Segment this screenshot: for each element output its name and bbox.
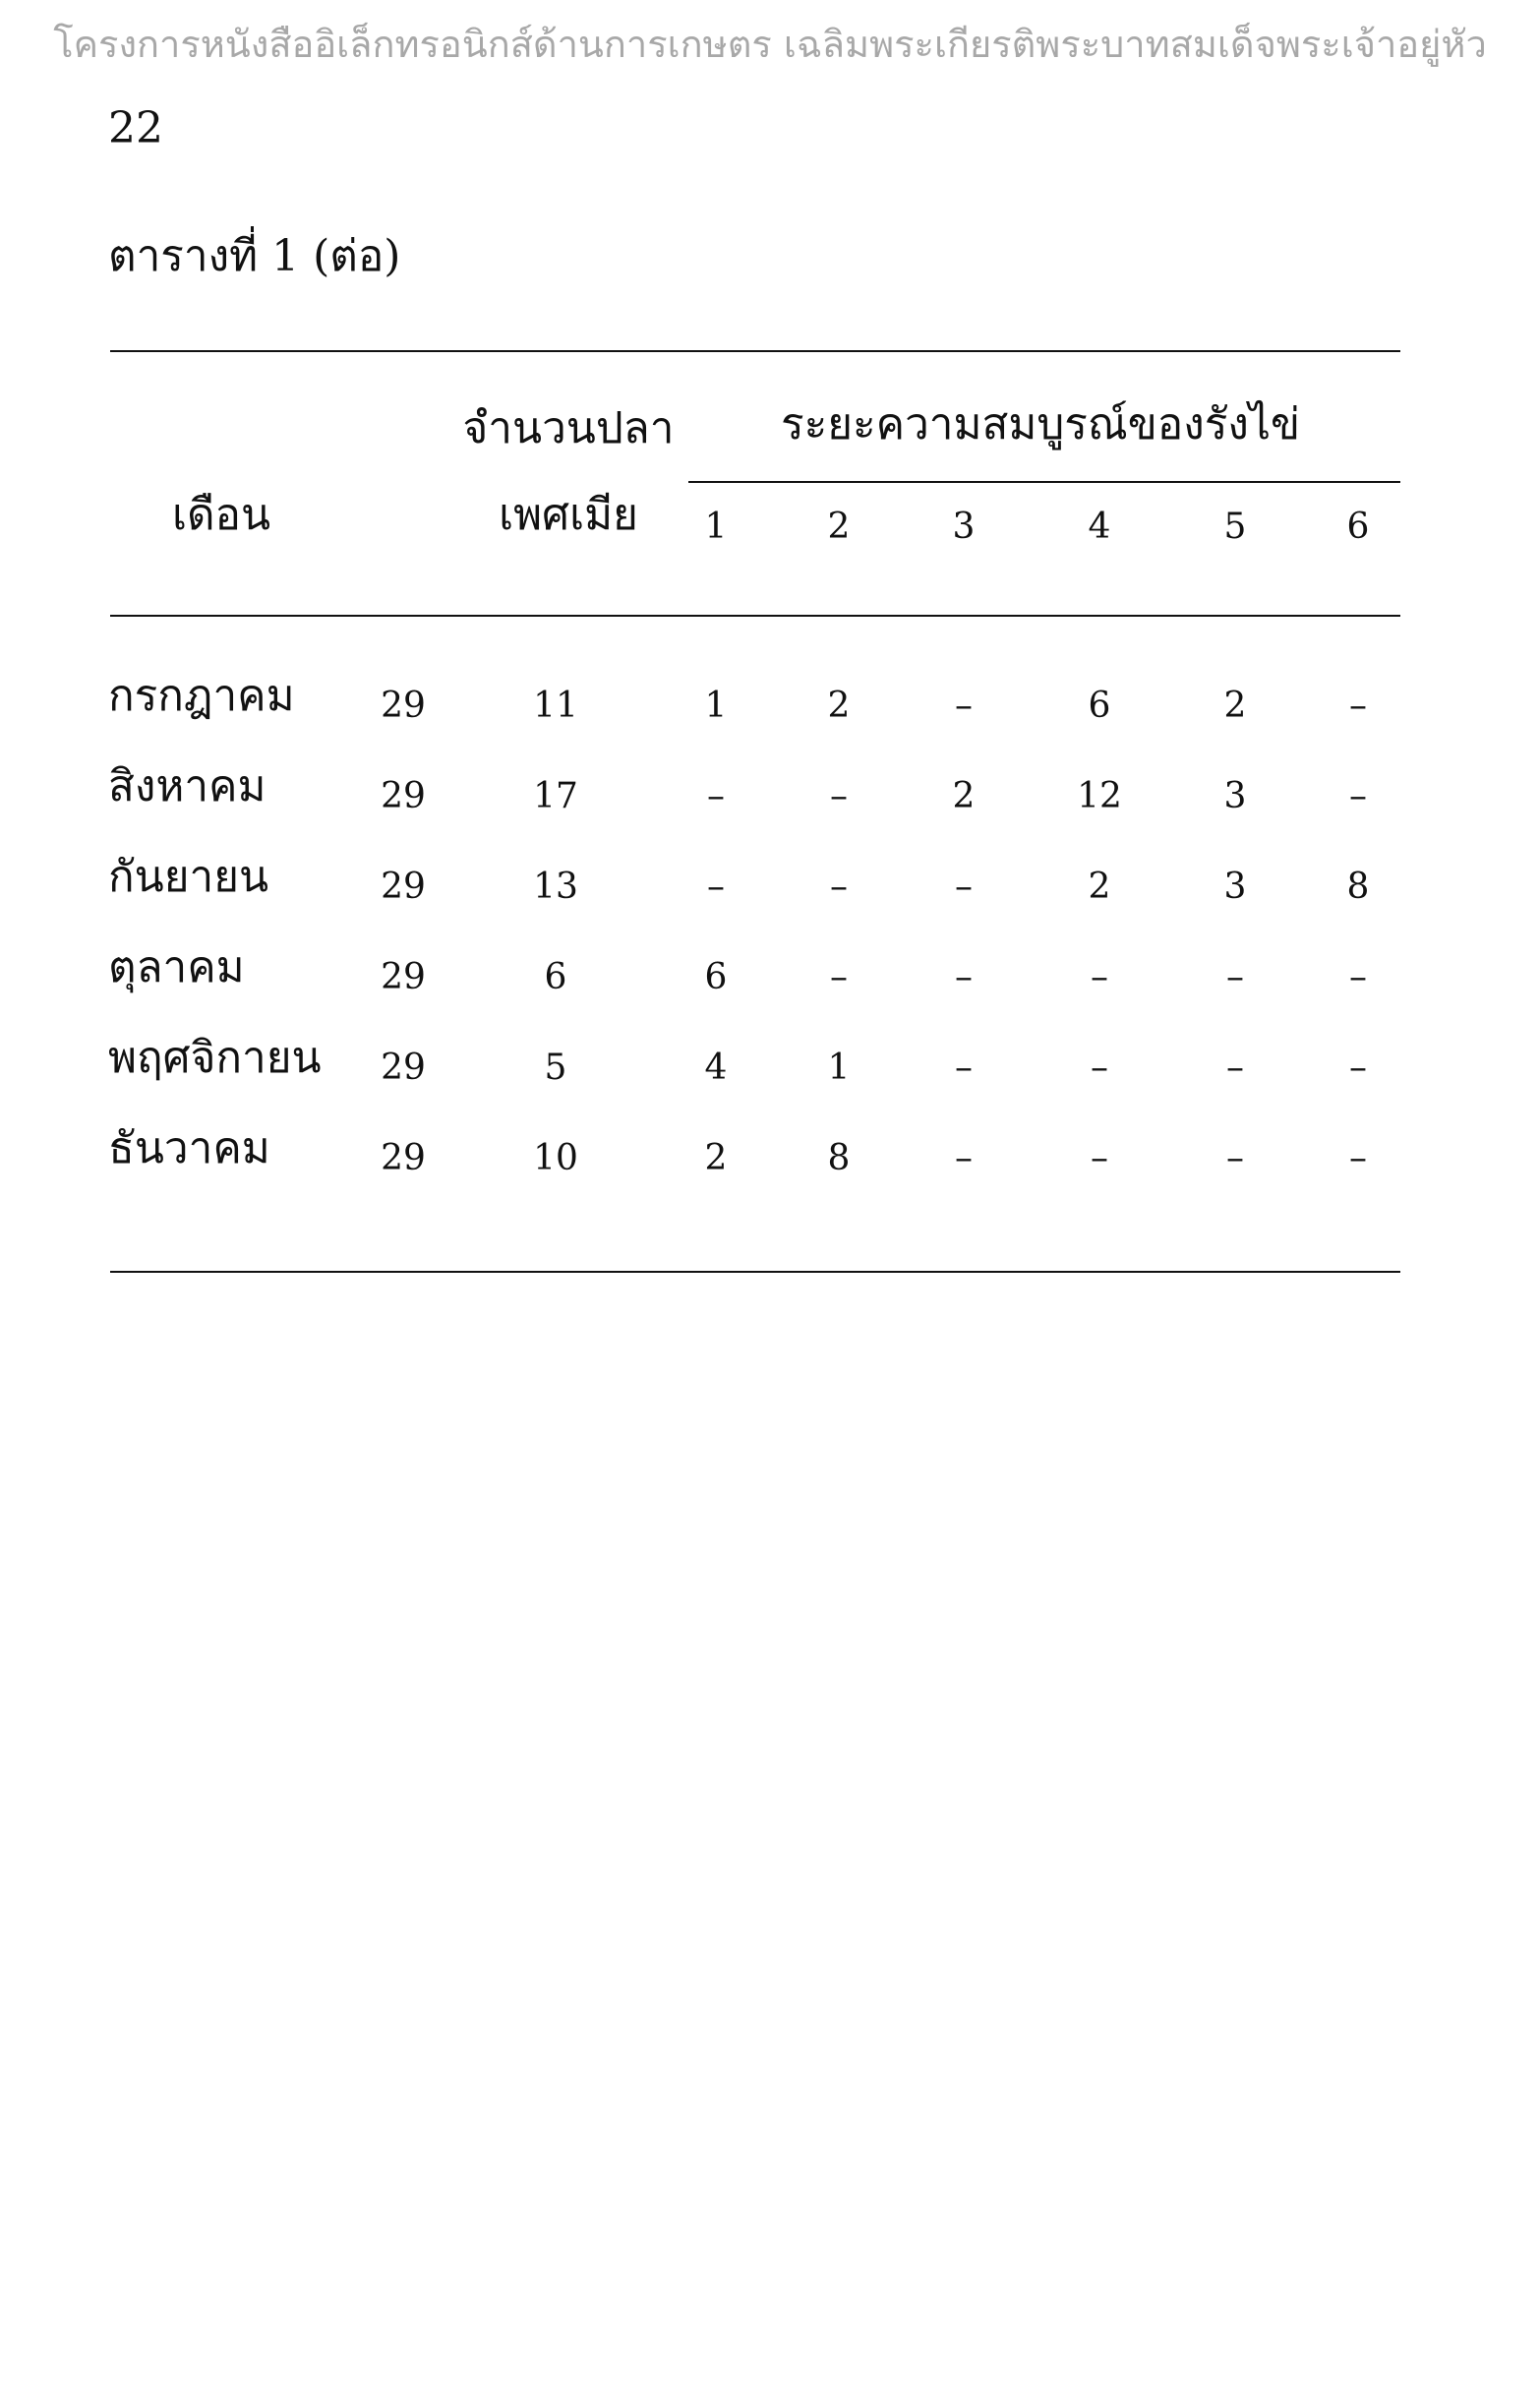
stage-5-cell: –: [1226, 1048, 1244, 1088]
stage-6-cell: –: [1349, 776, 1367, 816]
header-female-fish-line2: เพศเมีย: [499, 490, 638, 540]
stage-1-cell: 6: [704, 957, 728, 997]
stage-5-cell: 3: [1223, 776, 1247, 816]
stage-2-cell: 1: [827, 1048, 851, 1088]
maturity-header-rule: [688, 481, 1400, 483]
header-stage-5: 5: [1223, 507, 1247, 547]
header-female-fish-line1: จำนวนปลา: [462, 403, 675, 453]
stage-4-cell: 6: [1088, 686, 1111, 726]
stage-3-cell: 2: [952, 776, 976, 816]
stage-1-cell: –: [707, 867, 725, 907]
stage-6-cell: –: [1349, 1138, 1367, 1178]
stage-1-cell: 4: [704, 1048, 728, 1088]
stage-2-cell: –: [830, 776, 848, 816]
month-cell: ตุลาคม: [108, 942, 245, 992]
stage-1-cell: –: [707, 776, 725, 816]
stage-3-cell: –: [955, 1048, 973, 1088]
day-cell: 29: [381, 776, 426, 816]
table-header-rule: [110, 615, 1400, 617]
month-cell: สิงหาคม: [108, 761, 267, 811]
count-cell: 17: [533, 776, 578, 816]
stage-5-cell: 2: [1223, 686, 1247, 726]
page-number: 22: [108, 103, 163, 153]
stage-6-cell: –: [1349, 1048, 1367, 1088]
header-stage-4: 4: [1088, 507, 1111, 547]
month-cell: กรกฎาคม: [108, 671, 295, 721]
day-cell: 29: [381, 1048, 426, 1088]
day-cell: 29: [381, 1138, 426, 1178]
stage-5-cell: 3: [1223, 867, 1247, 907]
watermark-text: โครงการหนังสืออิเล็กทรอนิกส์ด้านการเกษตร เฉลิมพระเกียรติพระบาทสมเด็จพระเจ้าอยู่หัว: [53, 23, 1487, 66]
count-cell: 10: [533, 1138, 578, 1178]
stage-6-cell: –: [1349, 686, 1367, 726]
stage-6-cell: –: [1349, 957, 1367, 997]
count-cell: 6: [544, 957, 567, 997]
stage-4-cell: 12: [1077, 776, 1122, 816]
stage-2-cell: 8: [827, 1138, 851, 1178]
stage-2-cell: –: [830, 957, 848, 997]
stage-4-cell: –: [1091, 957, 1108, 997]
stage-2-cell: –: [830, 867, 848, 907]
header-stage-6: 6: [1346, 507, 1370, 547]
stage-1-cell: 1: [704, 686, 728, 726]
day-cell: 29: [381, 957, 426, 997]
count-cell: 5: [544, 1048, 567, 1088]
stage-4-cell: –: [1091, 1138, 1108, 1178]
stage-3-cell: –: [955, 867, 973, 907]
stage-4-cell: –: [1091, 1048, 1108, 1088]
count-cell: 11: [533, 686, 578, 726]
stage-3-cell: –: [955, 1138, 973, 1178]
stage-3-cell: –: [955, 957, 973, 997]
day-cell: 29: [381, 686, 426, 726]
header-month: เดือน: [171, 490, 271, 540]
count-cell: 13: [533, 867, 578, 907]
header-stage-2: 2: [827, 507, 851, 547]
stage-4-cell: 2: [1088, 867, 1111, 907]
month-cell: กันยายน: [108, 852, 269, 902]
day-cell: 29: [381, 867, 426, 907]
header-stage-3: 3: [952, 507, 976, 547]
table-bottom-rule: [110, 1271, 1400, 1273]
stage-6-cell: 8: [1346, 867, 1370, 907]
header-maturity: ระยะความสมบูรณ์ของรังไข่: [780, 399, 1301, 450]
stage-3-cell: –: [955, 686, 973, 726]
table-caption: ตารางที่ 1 (ต่อ): [108, 231, 401, 281]
month-cell: ธันวาคม: [108, 1123, 270, 1173]
month-cell: พฤศจิกายน: [108, 1033, 322, 1083]
stage-5-cell: –: [1226, 1138, 1244, 1178]
header-stage-1: 1: [704, 507, 728, 547]
stage-5-cell: –: [1226, 957, 1244, 997]
stage-1-cell: 2: [704, 1138, 728, 1178]
stage-2-cell: 2: [827, 686, 851, 726]
table-top-rule: [110, 350, 1400, 352]
